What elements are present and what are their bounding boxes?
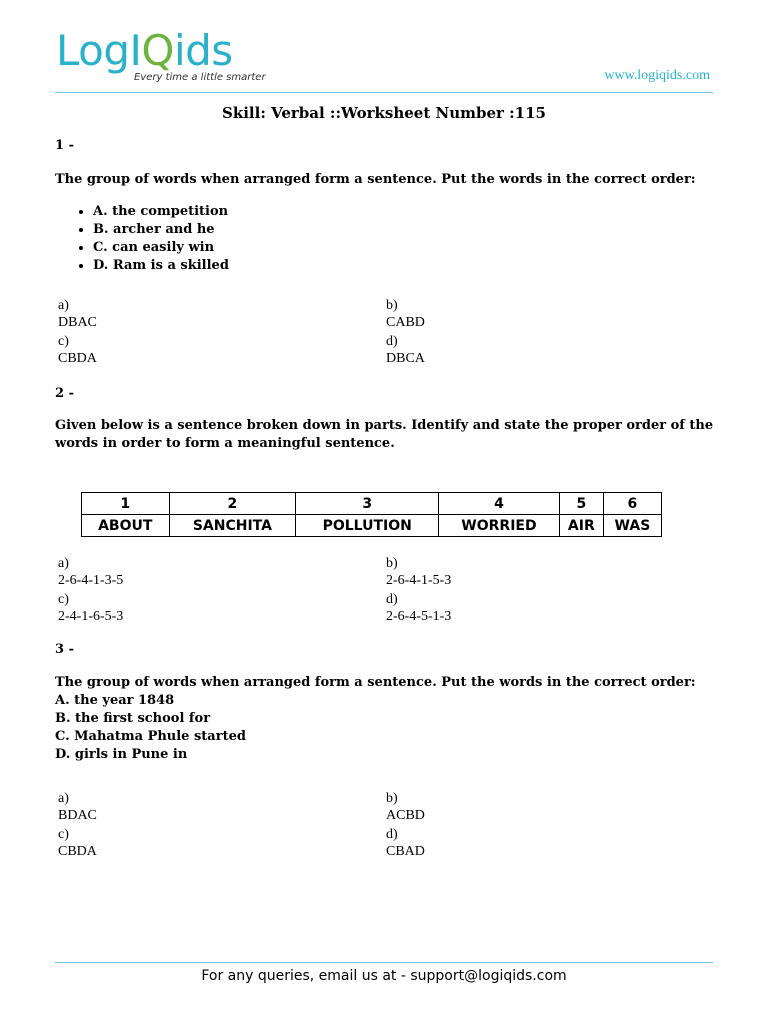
table-cell: 2 (169, 493, 296, 515)
table-row (82, 493, 662, 515)
list-item: D. girls in Pune in (55, 747, 188, 762)
option-label: c) (58, 334, 69, 349)
option-c[interactable] (58, 591, 123, 625)
option-a[interactable] (58, 555, 123, 589)
word-parts-list (55, 692, 246, 764)
table-cell: WORRIED (439, 515, 560, 537)
footer-contact: For any queries, email us at - support@logiqids.com (201, 968, 567, 984)
word-parts-list (75, 203, 229, 275)
option-a[interactable] (58, 790, 97, 824)
option-a[interactable] (58, 297, 97, 331)
table-cell: SANCHITA (169, 515, 296, 537)
table-cell: ABOUT (82, 515, 170, 537)
option-label: b) (386, 556, 398, 571)
option-value: CBAD (386, 844, 425, 859)
option-value: DBCA (386, 351, 425, 366)
question-prompt: The group of words when arranged form a sentence. Put the words in the correct order: (55, 675, 696, 690)
table-row (82, 515, 662, 537)
option-label: b) (386, 298, 398, 313)
option-value: CBDA (58, 844, 97, 859)
question-number: 3 - (55, 642, 74, 657)
table-cell: WAS (603, 515, 661, 537)
option-label: b) (386, 791, 398, 806)
option-label: d) (386, 827, 398, 842)
option-b[interactable] (386, 297, 425, 331)
question-prompt: The group of words when arranged form a sentence. Put the words in the correct order: (55, 172, 696, 187)
question-number: 1 - (55, 138, 74, 153)
table-cell: 3 (296, 493, 439, 515)
worksheet-title: Skill: Verbal ::Worksheet Number :115 (222, 104, 546, 122)
option-label: d) (386, 334, 398, 349)
option-value: DBAC (58, 315, 97, 330)
footer-divider (55, 962, 713, 963)
table-cell: 5 (559, 493, 603, 515)
list-item: • A. the competition (93, 203, 229, 221)
table-cell: 1 (82, 493, 170, 515)
option-value: 2-6-4-5-1-3 (386, 609, 452, 624)
option-value: 2-6-4-1-5-3 (386, 573, 452, 588)
website-link[interactable]: www.logiqids.com (604, 68, 710, 83)
list-item: A. the year 1848 (55, 693, 175, 708)
option-label: c) (58, 827, 69, 842)
option-value: BDAC (58, 808, 97, 823)
table-cell: 4 (439, 493, 560, 515)
option-label: a) (58, 791, 69, 806)
list-item: • D. Ram is a skilled (93, 257, 229, 275)
table-cell: AIR (559, 515, 603, 537)
option-value: 2-4-1-6-5-3 (58, 609, 124, 624)
option-label: c) (58, 592, 69, 607)
list-item: C. Mahatma Phule started (55, 729, 246, 744)
option-b[interactable] (386, 555, 451, 589)
option-c[interactable] (58, 333, 97, 367)
option-d[interactable] (386, 333, 425, 367)
header-divider (55, 92, 713, 93)
list-item: • C. can easily win (93, 239, 229, 257)
option-d[interactable] (386, 591, 451, 625)
option-value: CABD (386, 315, 425, 330)
logo-tagline: Every time a little smarter (134, 72, 266, 83)
option-label: a) (58, 298, 69, 313)
list-item: B. the first school for (55, 711, 211, 726)
option-value: CBDA (58, 351, 97, 366)
option-value: 2-6-4-1-3-5 (58, 573, 124, 588)
logo-wordmark: LogIQids (56, 26, 233, 75)
option-label: d) (386, 592, 398, 607)
word-order-table (81, 492, 662, 537)
option-value: ACBD (386, 808, 425, 823)
question-prompt: Given below is a sentence broken down in parts. Identify and state the proper order of the words in order to form a meaningful sentence. (55, 418, 714, 451)
question-number: 2 - (55, 386, 74, 401)
list-item: • B. archer and he (93, 221, 229, 239)
option-d[interactable] (386, 826, 425, 860)
option-c[interactable] (58, 826, 97, 860)
table-cell: 6 (603, 493, 661, 515)
option-b[interactable] (386, 790, 425, 824)
option-label: a) (58, 556, 69, 571)
logo (56, 26, 266, 83)
table-cell: POLLUTION (296, 515, 439, 537)
